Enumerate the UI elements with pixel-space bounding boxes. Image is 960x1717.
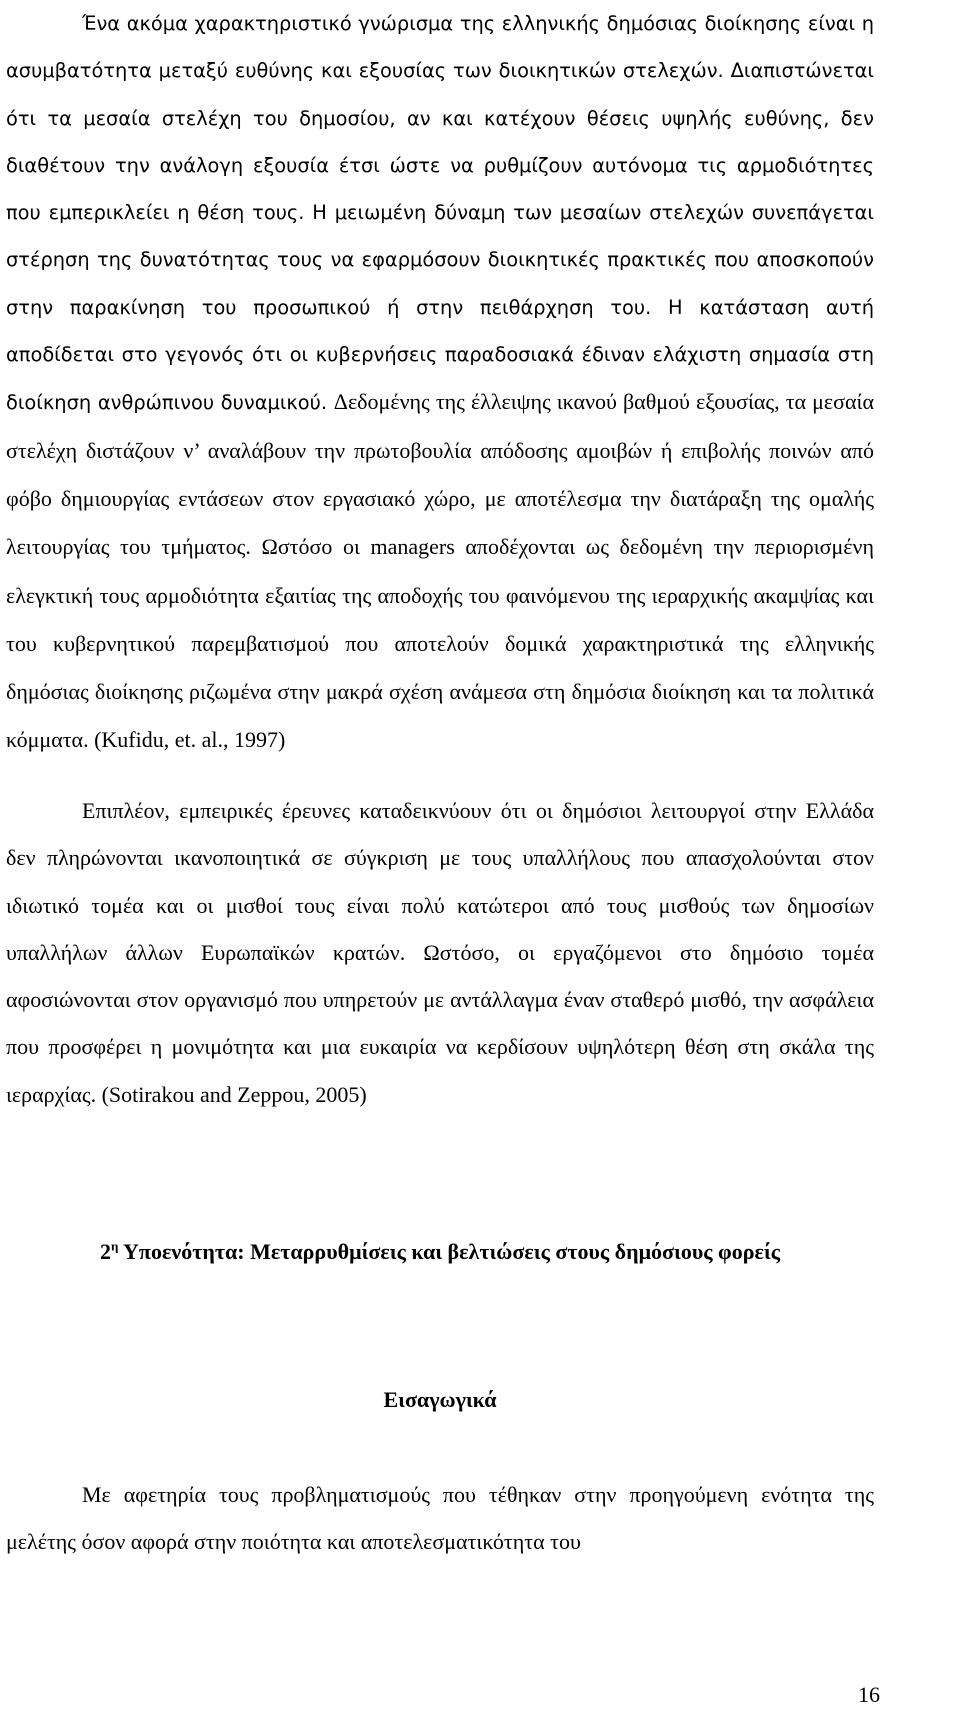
section-number-suffix: η — [110, 1238, 119, 1254]
subheading: Εισαγωγικά — [383, 1387, 497, 1412]
body-paragraph: Επιπλέον, εμπειρικές έρευνες καταδεικνύουν ότι οι δημόσιοι λειτουργοί στην Ελλάδα δεν πληρώνονται ικανοποιητικά σε σύγκριση με τους υπαλλήλους που απασχολούνται στον ιδιωτικό τομέα και οι μισθοί τους είναι πολύ κατώτεροι από τους μισθούς των δημοσίων υπαλλήλων άλλων Ευρωπαϊκών κρατών. Ωστόσο, οι εργαζόμενοι στο δημόσιο τομέα αφοσιώνονται στον οργανισμό που υπηρετούν με αντάλλαγμα έναν σταθερό μισθό, την ασφάλεια που προσφέρει η μονιμότητα και μια ευκαιρία να κερδίσουν υψηλότερη θέση στη σκάλα της ιεραρχίας. (Sotirakou and Zeppou, 2005) — [6, 798, 874, 1107]
section-heading — [6, 1228, 874, 1276]
body-paragraph — [6, 0, 874, 765]
section-number: 2 — [99, 1239, 111, 1264]
page-number: 16 — [858, 1682, 880, 1707]
paragraph-text-serif: Δεδομένης της έλλειψης ικανού βαθμού εξουσίας, τα μεσαία στελέχη διστάζουν ν’ αναλάβουν την πρωτοβουλία απόδοσης αμοιβών ή επιβολής ποινών από φόβο δημιουργίας εντάσεων στον εργασιακό χώρο, με αποτέλεσμα την διατάραξη της ομαλής λειτουργίας του τμήματος. Ωστόσο οι managers αποδέχονται ως δεδομένη την περιορισμένη ελεγκτική τους αρμοδιότητα εξαιτίας της αποδοχής του φαινόμενου της ιεραρχικής ακαμψίας και του κυβερνητικού παρεμβατισμού που αποτελούν δομικά χαρακτηριστικά της ελληνικής δημόσιας διοίκησης ριζωμένα στην μακρά σχέση ανάμεσα στη δημόσια διοίκηση και τα πολιτικά κόμματα. (Kufidu, et. al., 1997) — [6, 389, 874, 753]
body-paragraph: Με αφετηρία τους προβληματισμούς που τέθηκαν στην προηγούμενη ενότητα της μελέτης όσον αφορά στην ποιότητα και αποτελεσματικότητα του — [6, 1482, 874, 1555]
paragraph-text-sans: Ένα ακόμα χαρακτηριστικό γνώρισμα της ελληνικής δημόσιας διοίκησης είναι η ασυμβατότητα μεταξύ ευθύνης και εξουσίας των διοικητικών στελεχών. Διαπιστώνεται ότι τα μεσαία στελέχη του δημοσίου, αν και κατέχουν θέσεις υψηλής ευθύνης, δεν διαθέτουν την ανάλογη εξουσία έτσι ώστε να ρυθμίζουν αυτόνομα τις αρμοδιότητες που εμπερικλείει η θέση τους. Η μειωμένη δύναμη των μεσαίων στελεχών συνεπάγεται στέρηση της δυνατότητας τους να εφαρμόσουν διοικητικές πρακτικές που αποσκοπούν στην παρακίνηση του προσωπικού ή στην πειθάρχηση του. Η κατάσταση αυτή αποδίδεται στο γεγονός ότι οι κυβερνήσεις παραδοσιακά έδιναν ελάχιστη σημασία στη διοίκηση ανθρώπινου δυναμικού. — [6, 12, 874, 415]
section-title: Υποενότητα: Μεταρρυθμίσεις και βελτιώσεις στους δημόσιους φορείς — [118, 1239, 781, 1264]
